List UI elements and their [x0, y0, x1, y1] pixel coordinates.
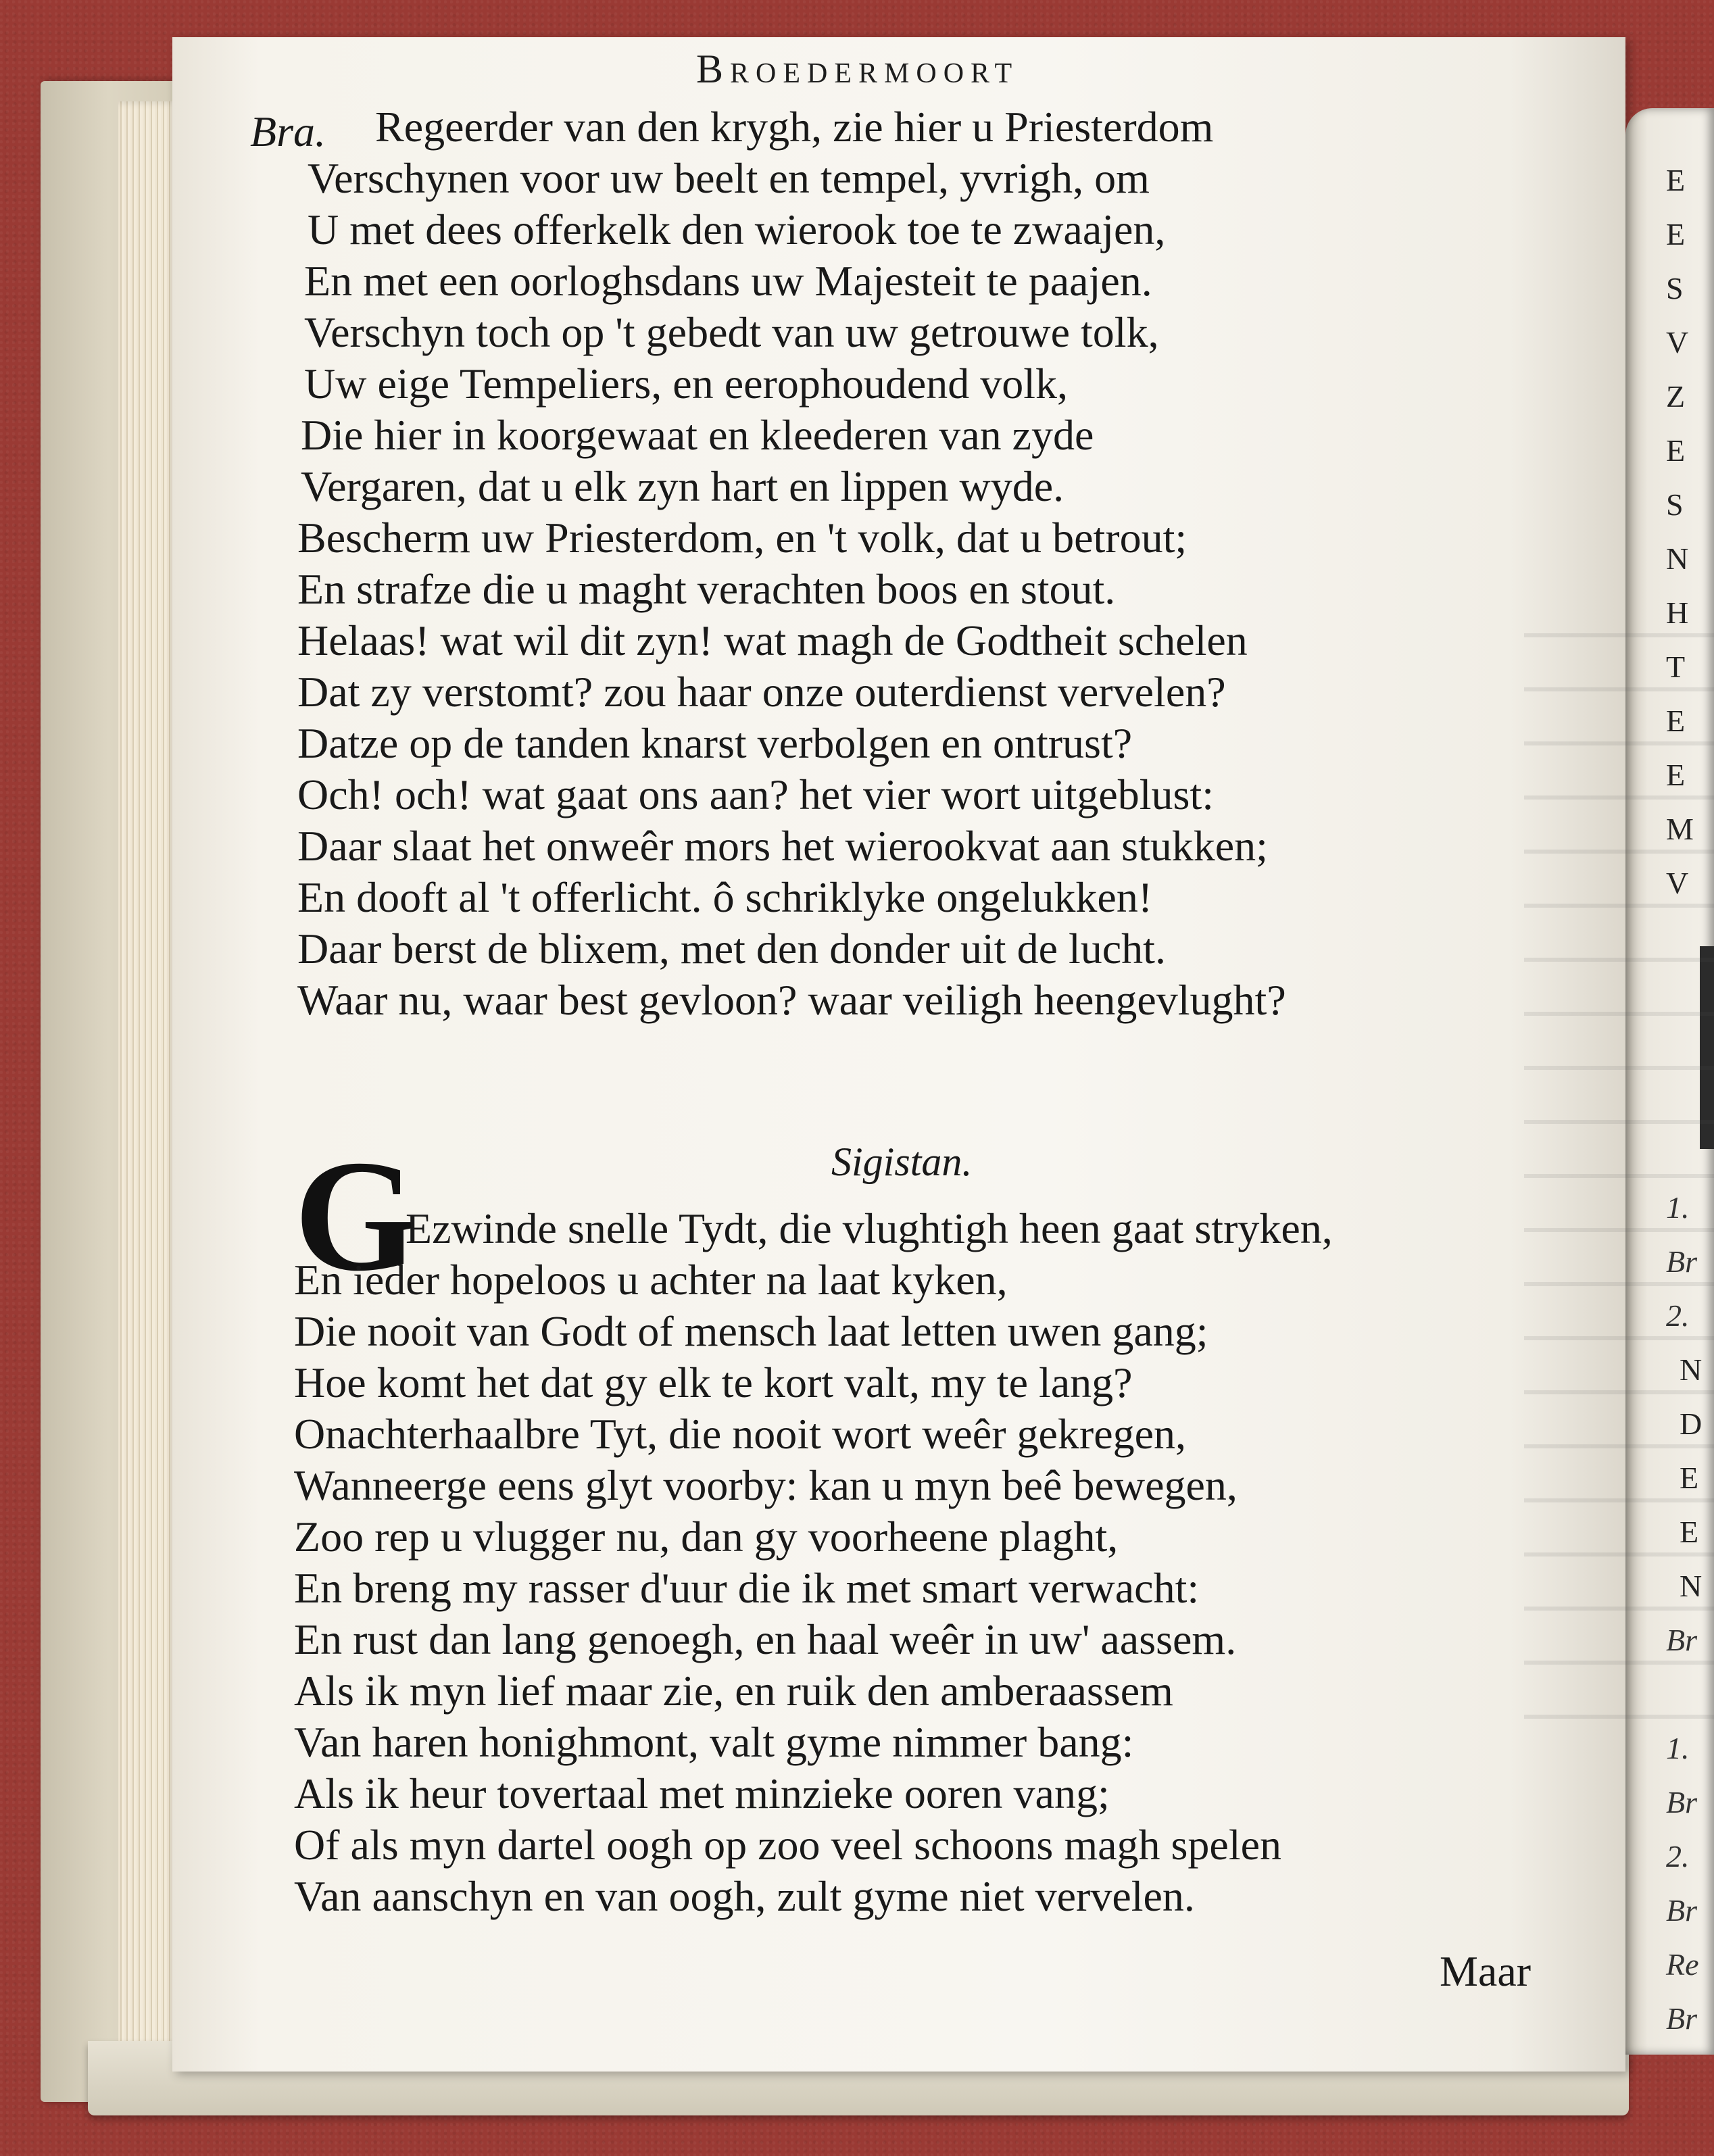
- catchword: Maar: [1440, 1947, 1532, 1995]
- verse-line: En ieder hopeloos u achter na laat kyken,: [294, 1256, 1008, 1304]
- verse-line: Van haren honighmont, valt gyme nimmer bang:: [294, 1718, 1134, 1766]
- verse-line: Daar berst de blixem, met den donder uit de lucht.: [297, 925, 1166, 973]
- verse-line: Dat zy verstomt? zou haar onze outerdienst vervelen?: [297, 668, 1226, 716]
- verse-line: U met dees offerkelk den wierook toe te zwaajen,: [308, 205, 1166, 253]
- verse-line: Ezwinde snelle Tydt, die vlughtigh heen gaat stryken,: [406, 1204, 1333, 1252]
- running-head: Broedermoort: [696, 47, 1019, 91]
- verse-line: Hoe komt het dat gy elk te kort valt, my te lang?: [294, 1358, 1133, 1406]
- verse-line: En breng my rasser d'uur die ik met smart verwacht:: [294, 1564, 1200, 1612]
- verse-line: Van aanschyn en van oogh, zult gyme niet vervelen.: [294, 1872, 1195, 1920]
- verse-line: Of als myn dartel oogh op zoo veel schoons magh spelen: [294, 1821, 1281, 1869]
- page-edges: [118, 101, 179, 2055]
- verse-line: Verschyn toch op 't gebedt van uw getrouwe tolk,: [304, 308, 1159, 356]
- verse-line: Wanneerge eens glyt voorby: kan u myn beê bewegen,: [294, 1461, 1238, 1509]
- verse-line: Onachterhaalbre Tyt, die nooit wort weêr gekregen,: [294, 1410, 1187, 1458]
- speaker-heading: Sigistan.: [831, 1140, 973, 1184]
- verse-line: Uw eige Tempeliers, en eerophoudend volk,: [304, 360, 1068, 408]
- verse-line: Zoo rep u vlugger nu, dan gy voorheene plaght,: [294, 1513, 1119, 1561]
- verse-line: Helaas! wat wil dit zyn! wat magh de Godtheit schelen: [297, 616, 1248, 664]
- speaker-label: Bra.: [250, 107, 326, 155]
- verse-line: En met een oorloghsdans uw Majesteit te paajen.: [304, 257, 1152, 305]
- verse-line: Datze op de tanden knarst verbolgen en ontrust?: [297, 719, 1133, 767]
- verse-line: Och! och! wat gaat ons aan? het vier wort uitgeblust:: [297, 770, 1214, 818]
- verse-line: En strafze die u maght verachten boos en stout.: [297, 565, 1116, 613]
- verse-line: Vergaren, dat u elk zyn hart en lippen wyde.: [301, 462, 1064, 510]
- ink-show-through: [1524, 598, 1714, 1747]
- verse-line: En rust dan lang genoegh, en haal weêr in uw' aassem.: [294, 1615, 1237, 1663]
- drop-capital: G: [294, 1128, 418, 1304]
- verse-line: Regeerder van den krygh, zie hier u Priesterdom: [375, 103, 1214, 151]
- verse-line: Die hier in koorgewaat en kleederen van zyde: [301, 411, 1094, 459]
- verse-line: Die nooit van Godt of mensch laat letten uwen gang;: [294, 1307, 1208, 1355]
- verse-line: Daar slaat het onweêr mors het wierookvat aan stukken;: [297, 822, 1268, 870]
- verse-line: Verschynen voor uw beelt en tempel, yvrigh, om: [308, 154, 1150, 202]
- verse-line: Als ik heur tovertaal met minzieke ooren vang;: [294, 1769, 1110, 1817]
- verse-line: Als ik myn lief maar zie, en ruik den amberaassem: [294, 1667, 1173, 1715]
- verse-line: Waar nu, waar best gevloon? waar veiligh heengevlught?: [297, 976, 1286, 1024]
- verse-line: En dooft al 't offerlicht. ô schriklyke ongelukken!: [297, 873, 1153, 921]
- facing-page-edge: E E S V Z E S N H T E E M V 1. Br 2. N D E E N Br 1. Br 2. Br Re Br: [1625, 108, 1714, 2055]
- verse-line: Bescherm uw Priesterdom, en 't volk, dat u betrout;: [297, 514, 1187, 562]
